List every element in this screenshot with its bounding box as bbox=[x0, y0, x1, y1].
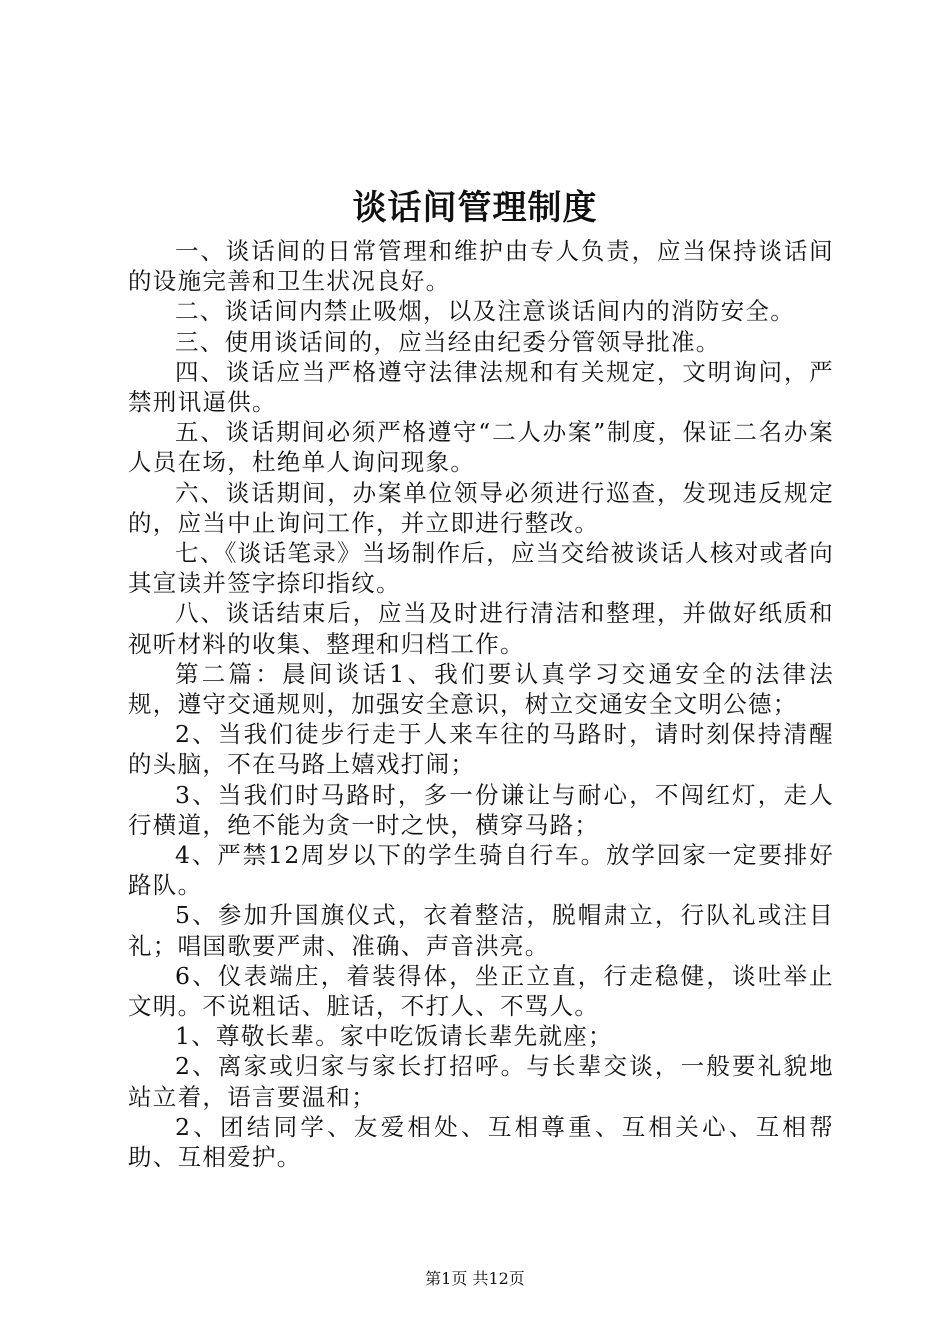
paragraph-17: 2、团结同学、友爱相处、互相尊重、互相关心、互相帮助、互相爱护。 bbox=[128, 1112, 834, 1172]
paragraph-10: 2、当我们徒步行走于人来车往的马路时，请时刻保持清醒的头脑，不在马路上嬉戏打闹； bbox=[128, 720, 834, 779]
paragraph-3: 三、使用谈话间的，应当经由纪委分管领导批准。 bbox=[175, 327, 721, 356]
paragraph-4: 四、谈话应当严格遵守法律法规和有关规定，文明询问，严禁刑讯逼供。 bbox=[128, 357, 834, 417]
document-body bbox=[128, 236, 834, 1172]
paragraph-8: 八、谈话结束后，应当及时进行清洁和整理，并做好纸质和视听材料的收集、整理和归档工作。 bbox=[128, 599, 834, 658]
paragraph-14: 6、仪表端庄，着装得体，坐正立直，行走稳健，谈吐举止文明。不说粗话、脏话，不打人、不骂人。 bbox=[128, 961, 834, 1021]
paragraph-2: 二、谈话间内禁止吸烟，以及注意谈话间内的消防安全。 bbox=[175, 297, 795, 326]
paragraph-1: 一、谈话间的日常管理和维护由专人负责，应当保持谈话间的设施完善和卫生状况良好。 bbox=[128, 237, 834, 296]
paragraph-6: 六、谈话期间，办案单位领导必须进行巡查，发现违反规定的，应当中止询问工作，并立即进行整改。 bbox=[128, 478, 834, 537]
paragraph-15: 1、尊敬长辈。家中吃饭请长辈先就座； bbox=[175, 1022, 613, 1051]
paragraph-9: 第二篇：晨间谈话1、我们要认真学习交通安全的法律法规，遵守交通规则，加强安全意识，树立交通安全文明公德； bbox=[128, 659, 834, 719]
document-title: 谈话间管理制度 bbox=[352, 188, 598, 228]
paragraph-13: 5、参加升国旗仪式，衣着整洁，脱帽肃立，行队礼或注目礼；唱国歌要严肃、准确、声音洪亮。 bbox=[128, 901, 834, 960]
paragraph-7: 七、《谈话笔录》当场制作后，应当交给被谈话人核对或者向其宣读并签字捺印指纹。 bbox=[128, 539, 834, 598]
paragraph-12: 4、严禁12周岁以下的学生骑自行车。放学回家一定要排好路队。 bbox=[128, 841, 834, 900]
paragraph-11: 3、当我们时马路时，多一份谦让与耐心，不闯红灯，走人行横道，绝不能为贪一时之快，横穿马路； bbox=[128, 780, 834, 839]
paragraph-16: 2、离家或归家与家长打招呼。与长辈交谈，一般要礼貌地站立着，语言要温和； bbox=[128, 1052, 834, 1111]
paragraph-5: 五、谈话期间必须严格遵守“二人办案”制度，保证二名办案人员在场，杜绝单人询问现象。 bbox=[128, 418, 834, 477]
page-number-footer: 第1页 共12页 bbox=[425, 1269, 525, 1288]
